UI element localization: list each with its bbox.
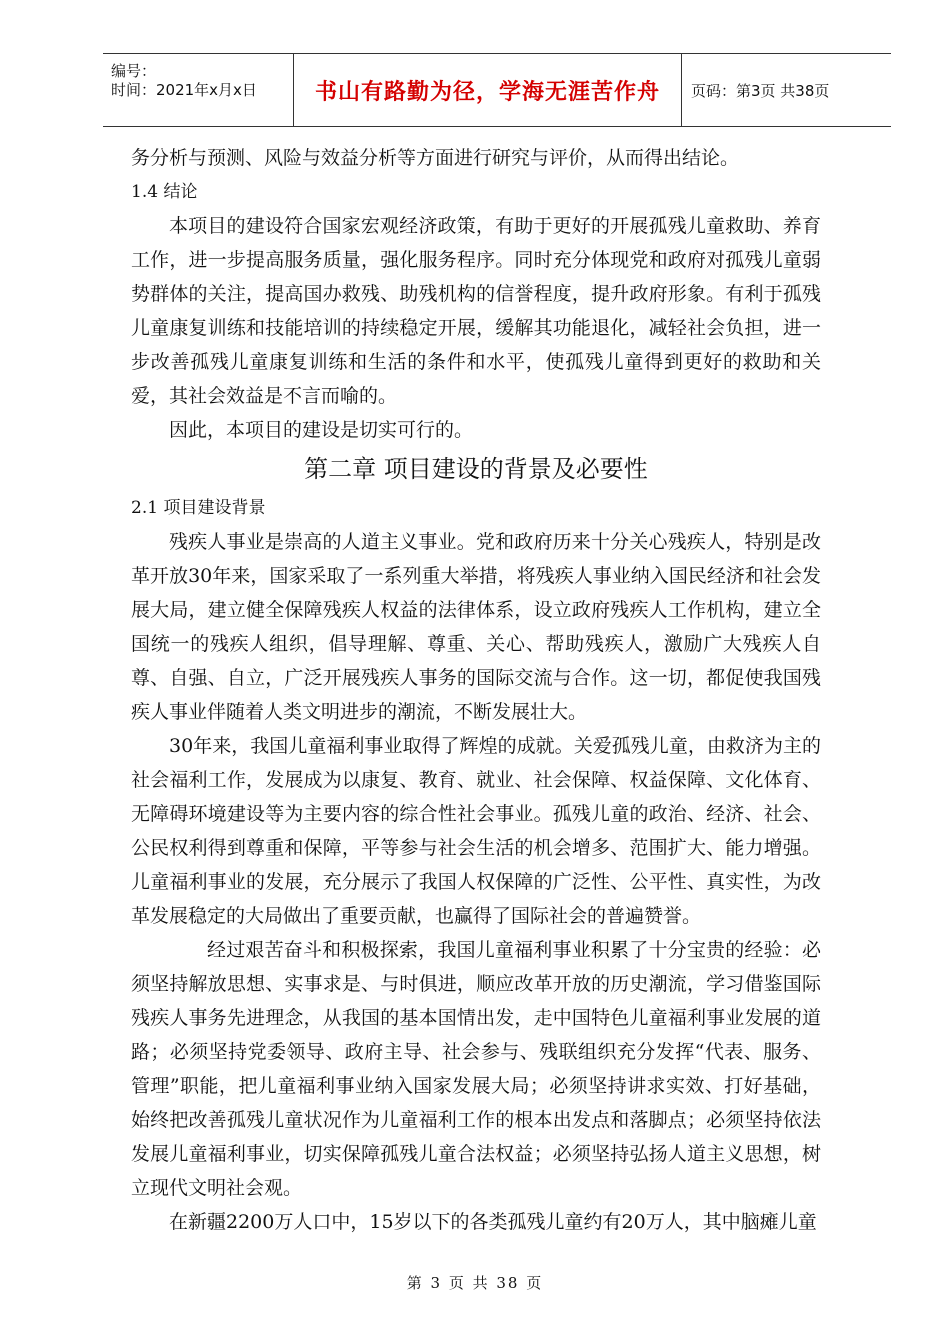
page-header [103,53,891,127]
section-heading-2-1: 2.1 项目建设背景 [131,498,266,518]
paragraph-xinjiang: 在新疆2200万人口中，15岁以下的各类孤残儿童约有20万人，其中脑瘫儿童 [169,1211,817,1233]
header-page-info: 页码：第3页 共38页 [691,81,830,100]
paragraph-continued: 务分析与预测、风险与效益分析等方面进行研究与评价，从而得出结论。 [131,147,740,169]
paragraph-disability-cause: 残疾人事业是崇高的人道主义事业。党和政府历来十分关心残疾人，特别是改革开放30年来，国家采取了一系列重大举措，将残疾人事业纳入国民经济和社会发展大局，建立健全保障残疾人权益的法律体系，设立政府残疾人工作机构，建立全国统一的残疾人组织，倡导理解、尊重、关心、帮助残疾人，激励广大残疾人自尊、自强、自立，广泛开展残疾人事务的国际交流与合作。这一切，都促使我国残疾人事业伴随着人类文明进步的潮流，不断发展壮大。 [131,531,821,723]
time-label: 时间：2021年x月x日 [111,81,257,99]
paragraph-feasible: 因此，本项目的建设是切实可行的。 [169,419,474,441]
header-meta [103,54,294,126]
page-footer: 第 3 页 共 38 页 [406,1274,544,1292]
paragraph-30-years: 30年来，我国儿童福利事业取得了辉煌的成就。关爱孤残儿童，由救济为主的社会福利工作，发展成为以康复、教育、就业、社会保障、权益保障、文化体育、无障碍环境建设等为主要内容的综合性社会事业。孤残儿童的政治、经济、社会、公民权利得到尊重和保障，平等参与社会生活的机会增多、范围扩大、能力增强。儿童福利事业的发展，充分展示了我国人权保障的广泛性、公平性、真实性，为改革发展稳定的大局做出了重要贡献，也赢得了国际社会的普遍赞誉。 [131,735,821,927]
chapter-title: 第二章 项目建设的背景及必要性 [304,455,648,483]
code-label: 编号： [111,62,157,80]
header-motto: 书山有路勤为径，学海无涯苦作舟 [294,54,682,126]
paragraph-experience: 经过艰苦奋斗和积极探索，我国儿童福利事业积累了十分宝贵的经验：必须坚持解放思想、实事求是、与时俱进，顺应改革开放的历史潮流，学习借鉴国际残疾人事务先进理念，从我国的基本国情出发，走中国特色儿童福利事业发展的道路；必须坚持党委领导、政府主导、社会参与、残联组织充分发挥“代表、服务、管理”职能，把儿童福利事业纳入国家发展大局；必须坚持讲求实效、打好基础，始终把改善孤残儿童状况作为儿童福利工作的根本出发点和落脚点；必须坚持依法发展儿童福利事业，切实保障孤残儿童合法权益；必须坚持弘扬人道主义思想，树立现代文明社会观。 [131,939,821,1199]
section-heading-1-4: 1.4 结论 [131,182,198,202]
paragraph-conclusion: 本项目的建设符合国家宏观经济政策，有助于更好的开展孤残儿童救助、养育工作，进一步提高服务质量，强化服务程序。同时充分体现党和政府对孤残儿童弱势群体的关注，提高国办救残、助残机构的信誉程度，提升政府形象。有利于孤残儿童康复训练和技能培训的持续稳定开展，缓解其功能退化，减轻社会负担，进一步改善孤残儿童康复训练和生活的条件和水平，使孤残儿童得到更好的救助和关爱，其社会效益是不言而喻的。 [131,215,821,407]
document-body [131,141,821,1239]
